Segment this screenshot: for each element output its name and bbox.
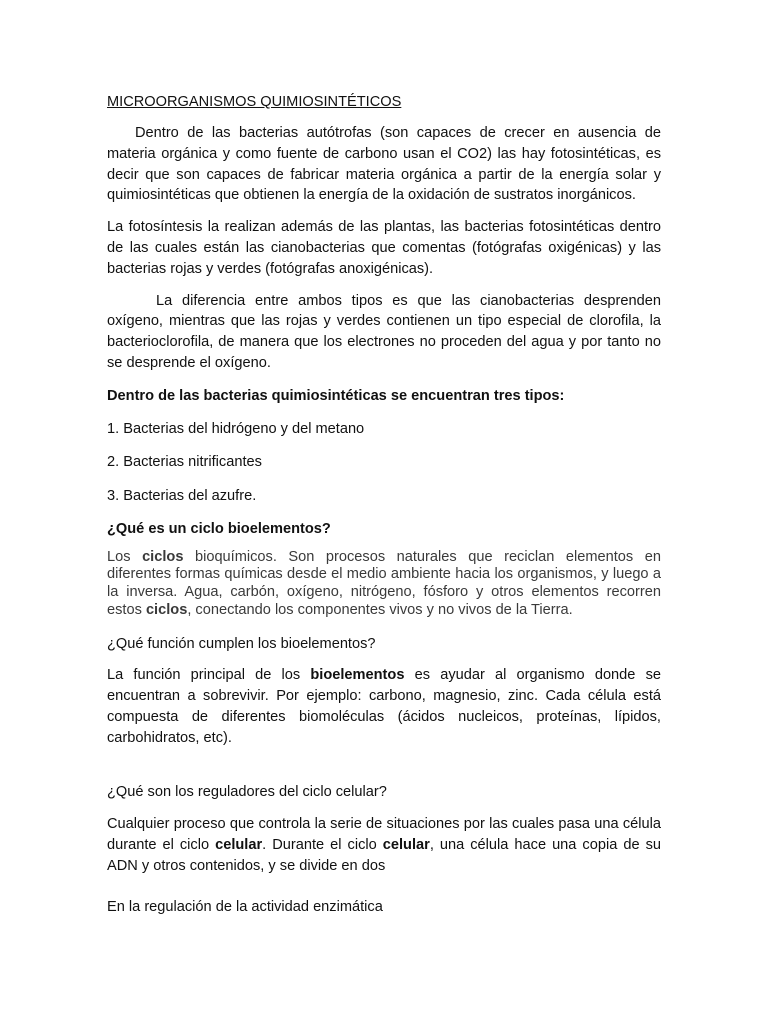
question-reguladores: ¿Qué son los reguladores del ciclo celular? (107, 783, 387, 800)
bold-term: ciclos (142, 548, 184, 565)
paragraph-funcion: La función principal de los bioelementos es ayudar al organismo donde se encuentran a sobrevivir. Por ejemplo: carbono, magnesio, zinc. Cada célula está compuesta de diferentes biomoléculas (ácidos nucleicos, proteínas, lípidos, carbohidratos, etc). (107, 667, 661, 746)
heading-tipos: Dentro de las bacterias quimiosintéticas se encuentran tres tipos: (107, 387, 565, 404)
list-item: 3. Bacterias del azufre. (107, 488, 257, 505)
bold-term: ciclos (145, 601, 188, 618)
paragraph-diferencia: La diferencia entre ambos tipos es que las cianobacterias desprenden oxígeno, mientras que las rojas y verdes contienen un tipo especial de clorofila, la bacterioclorofila, de manera que los electrones no proceden del agua y por tanto no se desprende el oxígeno. (107, 292, 661, 371)
bold-term: celular (382, 837, 430, 854)
list-item: 1. Bacterias del hidrógeno y del metano (107, 420, 365, 437)
paragraph-fotosintesis: La fotosíntesis la realizan además de las plantas, las bacterias fotosintéticas dentro de las cuales están las cianobacterias que comentas (fotógrafas oxigénicas) y las bacterias rojas y verdes (fotógrafas anoxigénicas). (107, 219, 661, 277)
paragraph-autotrofas: Dentro de las bacterias autótrofas (son capaces de crecer en ausencia de materia orgánica y como fuente de carbono usan el CO2) las hay fotosintéticas, es decir que son capaces de fabricar materia orgánica a partir de la energía solar y quimiosintéticas que obtienen la energía de la oxidación de sustratos inorgánicos. (107, 125, 661, 204)
bold-term: bioelementos (310, 667, 405, 684)
paragraph-reguladores: Cualquier proceso que controla la serie de situaciones por las cuales pasa una célula durante el ciclo celular. Durante el ciclo celular, una célula hace una copia de su ADN y otros contenidos, y se divide en dos (107, 816, 662, 874)
question-funcion: ¿Qué función cumplen los bioelementos? (107, 635, 376, 652)
list-item: 2. Bacterias nitrificantes (107, 454, 262, 471)
paragraph-ciclos: Los ciclos bioquímicos. Son procesos naturales que reciclan elementos en diferentes formas químicas desde el medio ambiente hacia los organismos, y luego a la inversa. Agua, carbón, oxígeno, nitrógeno, fósforo y otros elementos recorren estos ciclos, conectando los componentes vivos y no vivos de la Tierra. (107, 548, 661, 618)
paragraph-regulacion: En la regulación de la actividad enzimática (107, 898, 383, 915)
bold-term: celular (215, 837, 263, 854)
document-title: MICROORGANISMOS QUIMIOSINTÉTICOS (107, 94, 402, 110)
document-page (107, 92, 661, 918)
question-ciclo: ¿Qué es un ciclo bioelementos? (107, 520, 331, 537)
